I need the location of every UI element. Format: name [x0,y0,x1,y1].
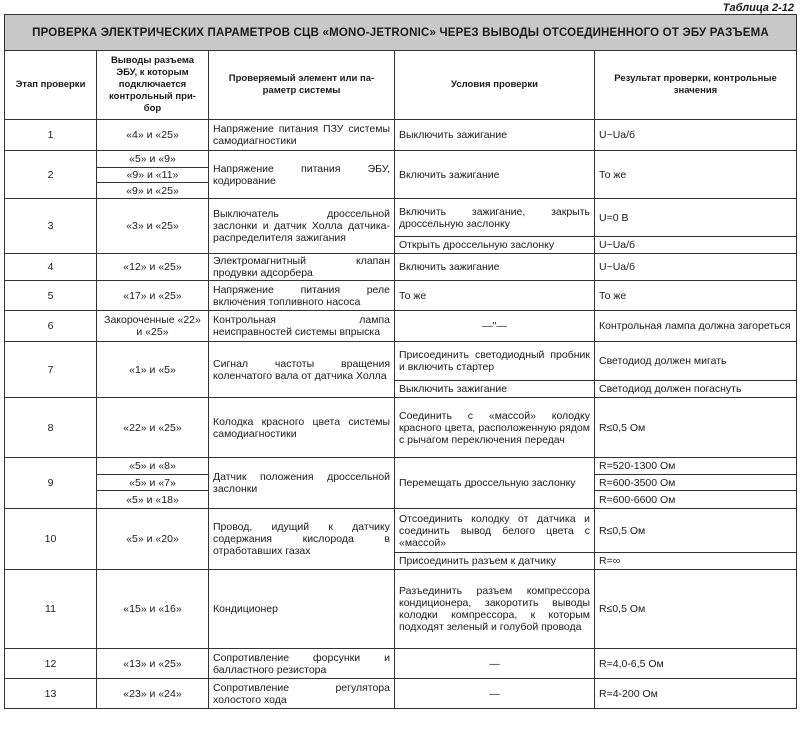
condition-cell: Включить зажигание [395,254,595,281]
stage-number: 11 [5,570,97,649]
condition-cell: Включить зажигание [395,151,595,199]
result-cell: R=4,0-6,5 Ом [595,649,797,679]
header-row [5,51,797,120]
header-pins: Выводы разъема ЭБУ, к которым подключается контрольный при-бор [97,51,209,120]
condition-cell: Присоединить разъем к датчику [395,553,595,570]
result-cell: R=600-3500 Ом [595,475,797,491]
element-cell: Выключатель дроссельной заслонки и датчик Холла датчика-распределителя зажигания [209,199,395,254]
pins-cell: «5» и «9» [97,151,209,168]
condition-cell: То же [395,281,595,311]
table-row [5,151,797,168]
condition-cell: Присоединить светодиодный пробник и включить стартер [395,342,595,381]
stage-number: 7 [5,342,97,398]
result-cell: U=0 В [595,199,797,237]
result-cell: R≤0,5 Ом [595,509,797,553]
result-cell: U~Uа/б [595,254,797,281]
stage-number: 9 [5,458,97,509]
result-cell: R=∞ [595,553,797,570]
condition-cell: Отсоединить колодку от датчика и соединить вывод белого цвета с «массой» [395,509,595,553]
header-stage: Этап проверки [5,51,97,120]
result-cell: U~Uа/б [595,120,797,151]
table-row [5,570,797,649]
result-cell: R=600-6600 Ом [595,491,797,509]
table-row [5,398,797,458]
result-cell: Контрольная лампа должна загореться [595,311,797,342]
pins-cell: «13» и «25» [97,649,209,679]
element-cell: Напряжение питания ЭБУ, кодирование [209,151,395,199]
stage-number: 2 [5,151,97,199]
stage-number: 13 [5,679,97,709]
header-conditions: Условия проверки [395,51,595,120]
condition-cell: Перемещать дроссельную заслонку [395,458,595,509]
result-cell: U~Uа/б [595,237,797,254]
stage-number: 5 [5,281,97,311]
condition-cell: — [395,679,595,709]
pins-cell: «3» и «25» [97,199,209,254]
element-cell: Провод, идущий к датчику содержания кислорода в отработавших газах [209,509,395,570]
result-cell: То же [595,151,797,199]
condition-cell: Открыть дроссельную заслонку [395,237,595,254]
table-title: ПРОВЕРКА ЭЛЕКТРИЧЕСКИХ ПАРАМЕТРОВ СЦВ «MONO-JETRONIC» ЧЕРЕЗ ВЫВОДЫ ОТСОЕДИНЕННОГО ОТ ЭБУ РАЗЪЕМА [5,15,797,51]
result-cell: R≤0,5 Ом [595,398,797,458]
stage-number: 1 [5,120,97,151]
header-element: Проверяемый элемент или па-раметр системы [209,51,395,120]
pins-cell: «17» и «25» [97,281,209,311]
pins-cell: «22» и «25» [97,398,209,458]
stage-number: 4 [5,254,97,281]
element-cell: Контрольная лампа неисправностей системы впрыска [209,311,395,342]
stage-number: 12 [5,649,97,679]
table-caption: Таблица 2-12 [722,2,794,14]
stage-number: 6 [5,311,97,342]
result-cell: R≤0,5 Ом [595,570,797,649]
condition-cell: Выключить зажигание [395,381,595,398]
pins-cell: «9» и «25» [97,183,209,199]
pins-cell: «5» и «7» [97,475,209,491]
pins-cell: Закороченные «22» и «25» [97,311,209,342]
element-cell: Датчик положения дроссельной заслонки [209,458,395,509]
result-cell: R=520-1300 Ом [595,458,797,475]
result-cell: Светодиод должен погаснуть [595,381,797,398]
pins-cell: «9» и «11» [97,168,209,183]
result-cell: То же [595,281,797,311]
table-row [5,509,797,553]
table-row [5,342,797,381]
stage-number: 10 [5,509,97,570]
header-result: Результат проверки, контрольные значения [595,51,797,120]
table-row [5,679,797,709]
result-cell: Светодиод должен мигать [595,342,797,381]
pins-cell: «15» и «16» [97,570,209,649]
condition-cell: Выключить зажигание [395,120,595,151]
pins-cell: «5» и «8» [97,458,209,475]
element-cell: Напряжение питания реле включения топливного насоса [209,281,395,311]
pins-cell: «4» и «25» [97,120,209,151]
table-row [5,649,797,679]
element-cell: Сопротивление форсунки и балластного резистора [209,649,395,679]
diagnostics-table [4,14,797,709]
table-row [5,120,797,151]
pins-cell: «5» и «18» [97,491,209,509]
element-cell: Кондиционер [209,570,395,649]
pins-cell: «5» и «20» [97,509,209,570]
table-row [5,254,797,281]
condition-cell: — [395,649,595,679]
element-cell: Колодка красного цвета системы самодиагностики [209,398,395,458]
condition-cell: Разъединить разъем компрессора кондиционера, закоротить выводы колодки компрессора, к которым подходят зеленый и голубой провода [395,570,595,649]
table-row [5,199,797,237]
pins-cell: «12» и «25» [97,254,209,281]
result-cell: R=4-200 Ом [595,679,797,709]
stage-number: 8 [5,398,97,458]
table-row [5,311,797,342]
condition-cell: Включить зажигание, закрыть дроссельную заслонку [395,199,595,237]
stage-number: 3 [5,199,97,254]
element-cell: Электромагнитный клапан продувки адсорбера [209,254,395,281]
pins-cell: «1» и «5» [97,342,209,398]
table-row [5,281,797,311]
table-title-row [5,15,797,51]
element-cell: Сопротивление регулятора холостого хода [209,679,395,709]
table-row [5,458,797,475]
element-cell: Напряжение питания ПЗУ системы самодиагностики [209,120,395,151]
condition-cell: —"— [395,311,595,342]
element-cell: Сигнал частоты вращения коленчатого вала от датчика Холла [209,342,395,398]
pins-cell: «23» и «24» [97,679,209,709]
condition-cell: Соединить с «массой» колодку красного цвета, расположенную рядом с рычагом переключения передач [395,398,595,458]
